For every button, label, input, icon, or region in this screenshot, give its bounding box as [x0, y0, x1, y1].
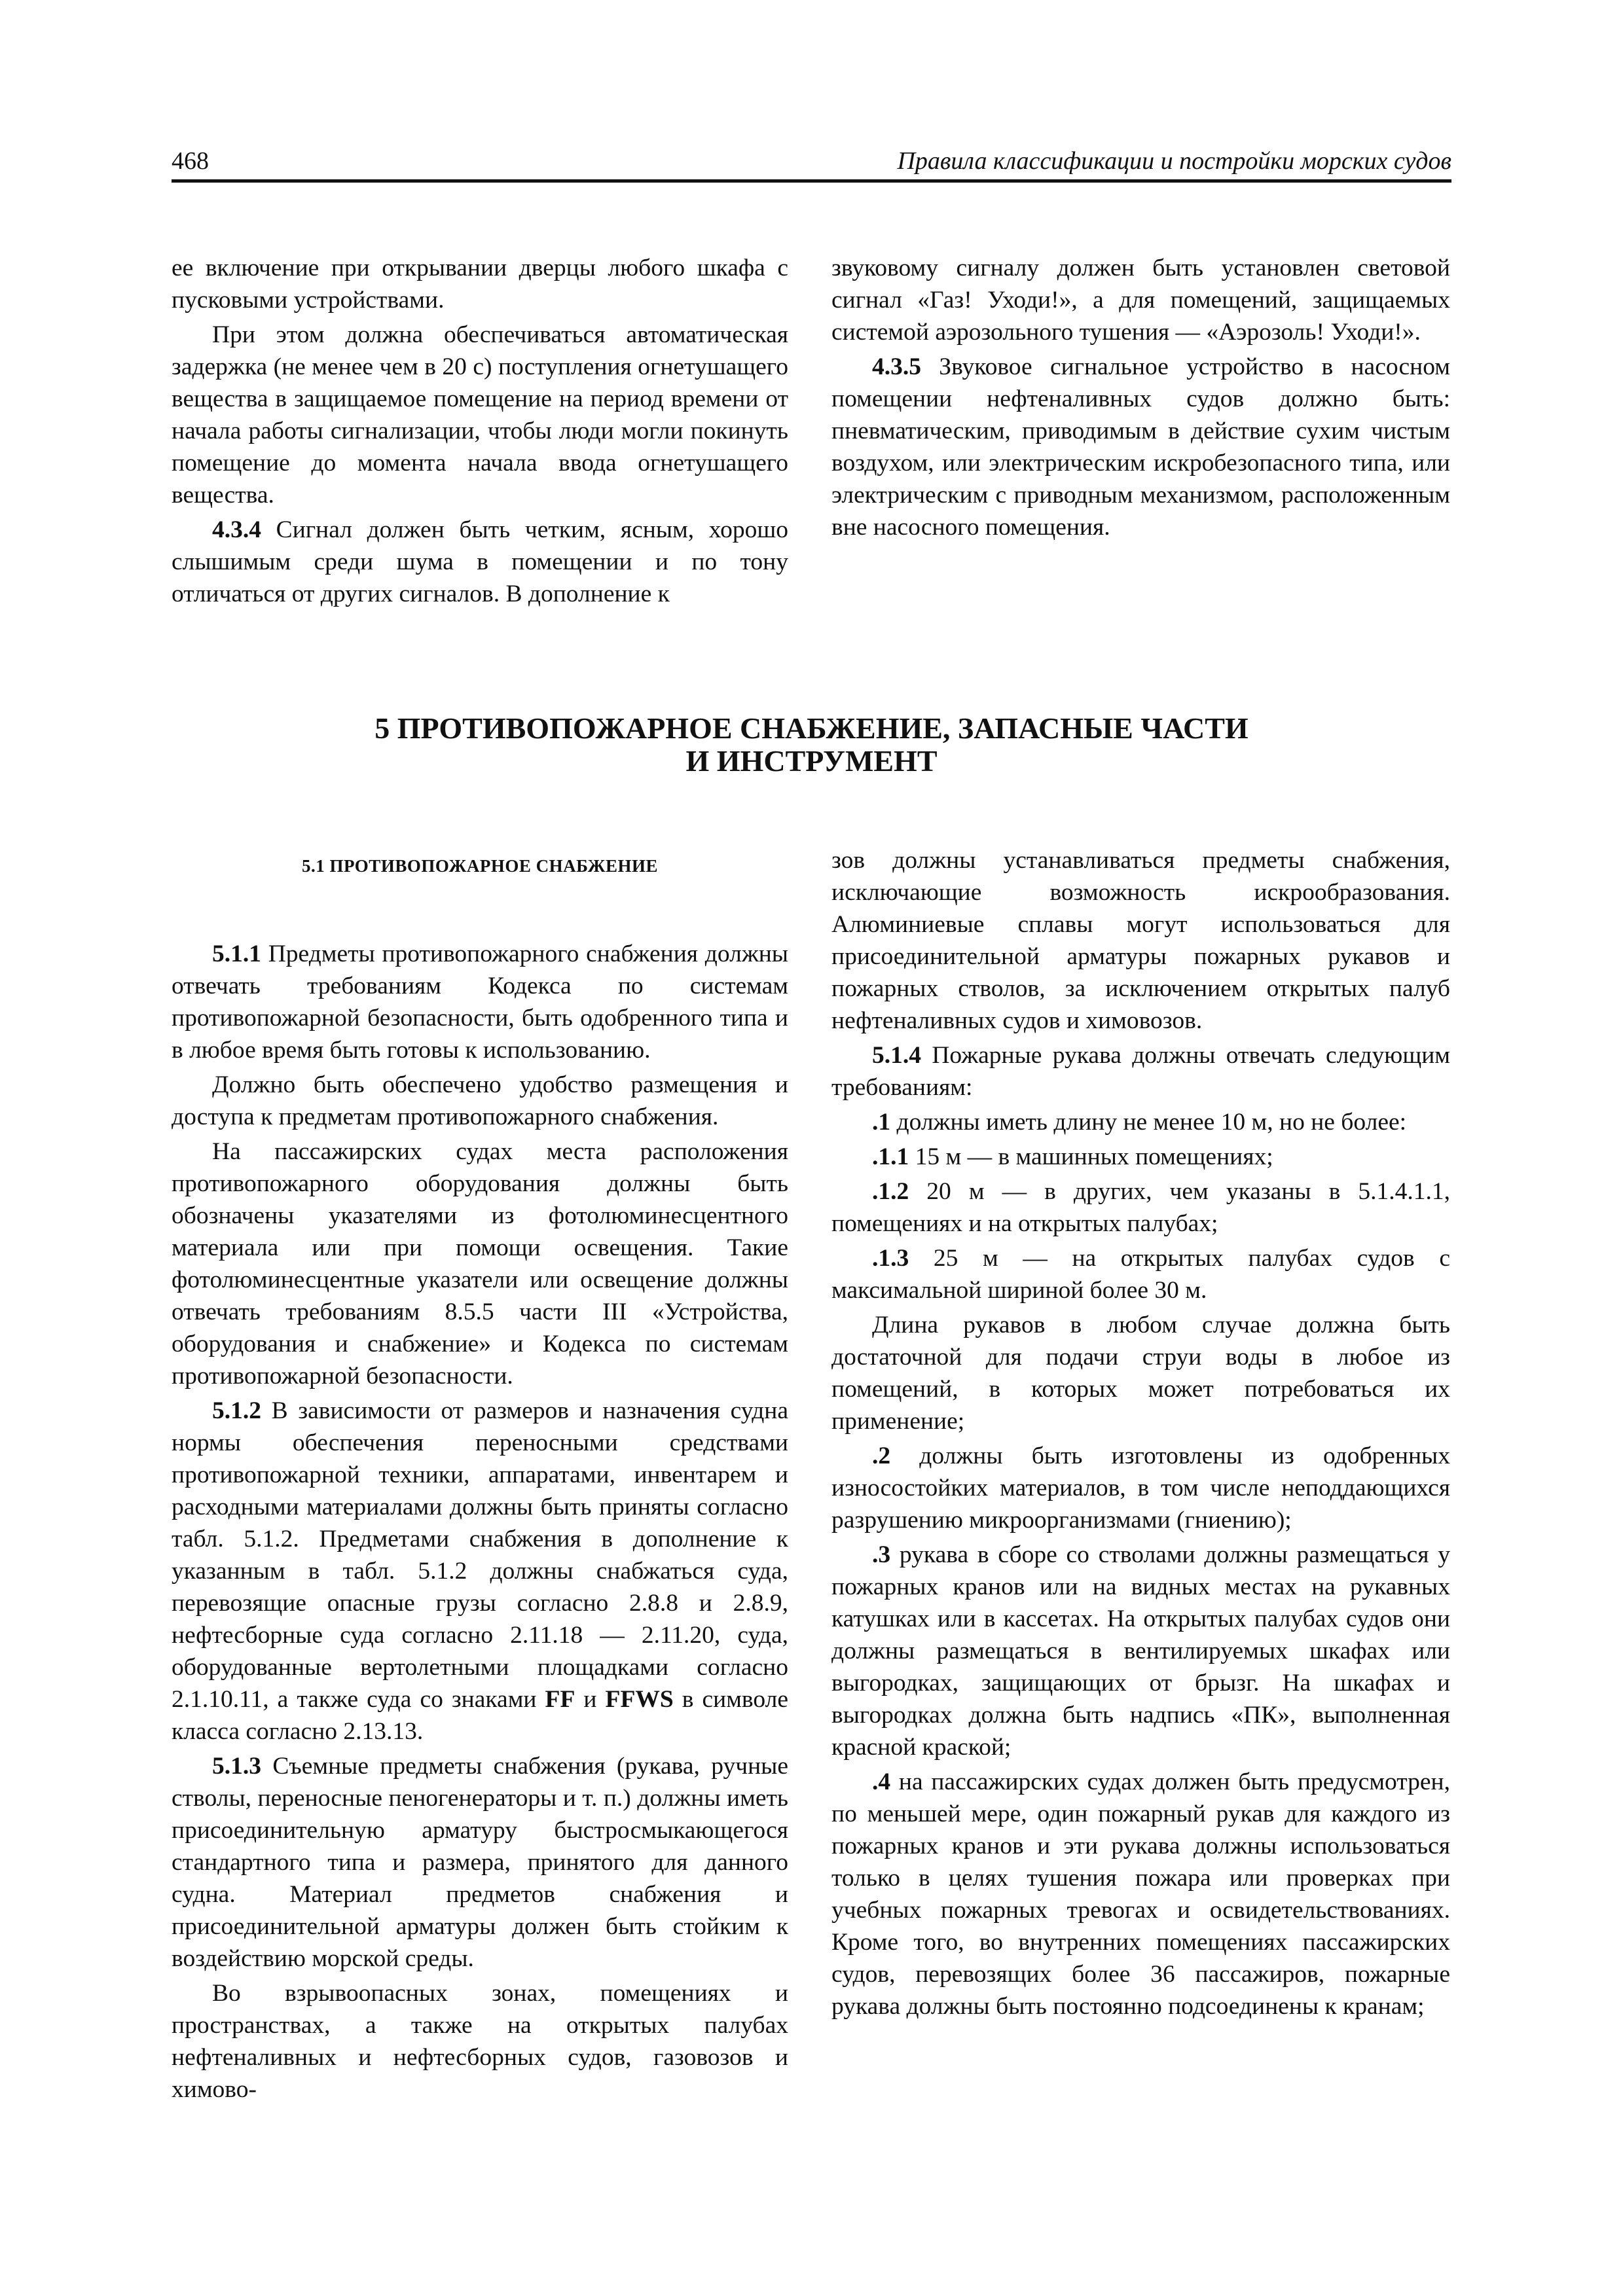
class-mark-ff: FF [545, 1686, 575, 1713]
paragraph [831, 1039, 1450, 1103]
paragraph [831, 1539, 1450, 1763]
paragraph-text: Длина рукавов в любом случае должна быть достаточной для подачи струи воды в любое из помещений, в которых может потребоваться их применение; [831, 1312, 1450, 1435]
paragraph-text: Сигнал должен быть четким, ясным, хорошо слышимым среди шума в помещении и по тону отличаться от других сигналов. В дополнение к [172, 516, 788, 607]
paragraph [831, 1106, 1450, 1138]
paragraph-text: Должно быть обеспечено удобство размещения и доступа к предметам противопожарного снабжения. [172, 1071, 788, 1130]
clause-number: .2 [872, 1443, 891, 1469]
paragraph-text: должны быть изготовлены из одобренных износостойких материалов, в том числе неподдающихся разрушению микроорганизмами (гниению); [831, 1443, 1450, 1534]
running-title: Правила классификации и постройки морских судов [897, 147, 1451, 175]
clause-number: .3 [872, 1541, 891, 1568]
paragraph-text: должны иметь длину не менее 10 м, но не более: [890, 1109, 1407, 1136]
class-mark-ffws: FFWS [605, 1686, 674, 1713]
paragraph-text: 15 м — в машинных помещениях; [909, 1143, 1273, 1170]
paragraph-text: 25 м — на открытых палубах судов с максимальной шириной более 30 м. [831, 1245, 1450, 1304]
clause-number: 5.1.3 [212, 1753, 261, 1780]
paragraph [831, 252, 1450, 348]
clause-number: 5.1.2 [212, 1397, 261, 1424]
clause-number: .1.1 [872, 1143, 909, 1170]
paragraph-text: в символе класса согласно 2.13.13. [172, 1686, 788, 1745]
paragraph-text: на пассажирских судах должен быть предусмотрен, по меньшей мере, один пожарный рукав для каждого из пожарных кранов и эти рукава должны использоваться только в целях тушения пожара или проверках при учебных пожарных тревогах и освидетельствованиях. Кроме того, во внутренних помещениях пассажирских судов, перевозящих более 36 пассажиров, пожарные рукава должны быть постоянно подсоединены к кранам; [831, 1768, 1450, 2020]
paragraph [172, 514, 788, 610]
paragraph-text: При этом должна обеспечиваться автоматическая задержка (не менее чем в 20 с) поступления огнетушащего вещества в защищаемое помещение на период времени от начала работы сигнализации, чтобы люди могли покинуть помещение до момента начала ввода огнетушащего вещества. [172, 321, 788, 509]
clause-number: .1.3 [872, 1245, 909, 1272]
paragraph-text: ее включение при открывании дверцы любого шкафа с пусковыми устройствами. [172, 255, 788, 314]
clause-number: 5.1.4 [872, 1042, 921, 1069]
paragraph [831, 1242, 1450, 1306]
paragraph [831, 844, 1450, 1037]
paragraph-text: Предметы противопожарного снабжения должны отвечать требованиям Кодекса по системам противопожарной безопасности, быть одобренного типа и в любое время быть готовы к использованию. [172, 941, 788, 1064]
top-right-column [831, 252, 1450, 546]
top-left-column [172, 252, 788, 613]
clause-number: 4.3.5 [872, 353, 921, 380]
section-title-line-2: И ИНСТРУМЕНТ [685, 744, 938, 778]
paragraph-text: Звуковое сигнальное устройство в насосном помещении нефтеналивных судов должно быть: пневматическим, приводимым в действие сухим чистым воздухом, или электрическим искробезопасного типа, или электрическим с приводным механизмом, расположенным вне насосного помещения. [831, 353, 1450, 541]
paragraph [831, 1141, 1450, 1173]
paragraph [172, 1395, 788, 1748]
page-header [172, 145, 1451, 183]
paragraph-text: 20 м — в других, чем указаны в 5.1.4.1.1, помещениях и на открытых палубах; [831, 1178, 1450, 1237]
paragraph-text: звуковому сигналу должен быть установлен световой сигнал «Газ! Уходи!», а для помещений, защищаемых системой аэрозольного тушения — «Аэрозоль! Уходи!». [831, 255, 1450, 346]
paragraph [172, 1977, 788, 2106]
paragraph-text: зов должны устанавливаться предметы снабжения, исключающие возможность искрообразования. Алюминиевые сплавы могут использоваться для присоединительной арматуры пожарных рукавов и пожарных стволов, за исключением открытых палуб нефтеналивных судов и химовозов. [831, 847, 1450, 1034]
paragraph [172, 1750, 788, 1975]
subsection-title: 5.1 ПРОТИВОПОЖАРНОЕ СНАБЖЕНИЕ [301, 856, 659, 876]
section-title-line-1: 5 ПРОТИВОПОЖАРНОЕ СНАБЖЕНИЕ, ЗАПАСНЫЕ ЧАСТИ [374, 711, 1249, 745]
paragraph [831, 351, 1450, 543]
paragraph [831, 1175, 1450, 1240]
paragraph [172, 252, 788, 316]
paragraph [831, 1766, 1450, 2022]
paragraph-text: Съемные предметы снабжения (рукава, ручные стволы, переносные пеногенераторы и т. п.) должны иметь присоединительную арматуру быстросмыкающегося стандартного типа и размера, принятого для данного судна. Материал предметов снабжения и присоединительной арматуры должен быть стойким к воздействию морской среды. [172, 1753, 788, 1972]
paragraph-text: рукава в сборе со стволами должны размещаться у пожарных кранов или на видных местах на рукавных катушках или в кассетах. На открытых палубах судов они должны размещаться в вентилируемых шкафах или выгородках, защищающих от брызг. На шкафах и выгородках должна быть надпись «ПК», выполненная красной краской; [831, 1541, 1450, 1761]
clause-number: .1.2 [872, 1178, 909, 1205]
paragraph-text: В зависимости от размеров и назначения судна нормы обеспечения переносными средствами противопожарной техники, аппаратами, инвентарем и расходными материалами должны быть приняты согласно табл. 5.1.2. Предметами снабжения в дополнение к указанным в табл. 5.1.2 должны снабжаться суда, перевозящие опасные грузы согласно 2.8.8 и 2.8.9, нефтесборные суда согласно 2.11.18 — 2.11.20, суда, оборудованные вертолетными площадками согласно 2.1.10.11, а также суда со знаками [172, 1397, 788, 1713]
paragraph-text: Пожарные рукава должны отвечать следующим требованиям: [831, 1042, 1450, 1101]
section-title [172, 712, 1451, 778]
paragraph [172, 1069, 788, 1133]
clause-number: 5.1.1 [212, 941, 261, 967]
paragraph-text: На пассажирских судах места расположения противопожарного оборудования должны быть обозначены указателями из фотолюминесцентного материала или при помощи освещения. Такие фотолюминесцентные указатели или освещение должны отвечать требованиям 8.5.5 части III «Устройства, оборудования и снабжение» и Кодекса по системам противопожарной безопасности. [172, 1138, 788, 1390]
paragraph-text: и [575, 1686, 606, 1713]
paragraph [831, 1440, 1450, 1536]
paragraph [172, 1136, 788, 1392]
paragraph-text: Во взрывоопасных зонах, помещениях и пространствах, а также на открытых палубах нефтеналивных и нефтесборных судов, газовозов и химово- [172, 1980, 788, 2103]
page-number: 468 [172, 147, 209, 175]
clause-number: 4.3.4 [212, 516, 261, 543]
clause-number: .4 [872, 1768, 891, 1795]
bottom-right-column [831, 844, 1450, 2025]
bottom-left-column [172, 938, 788, 2108]
clause-number: .1 [872, 1109, 891, 1136]
paragraph [172, 938, 788, 1066]
paragraph [172, 319, 788, 511]
paragraph [831, 1309, 1450, 1437]
